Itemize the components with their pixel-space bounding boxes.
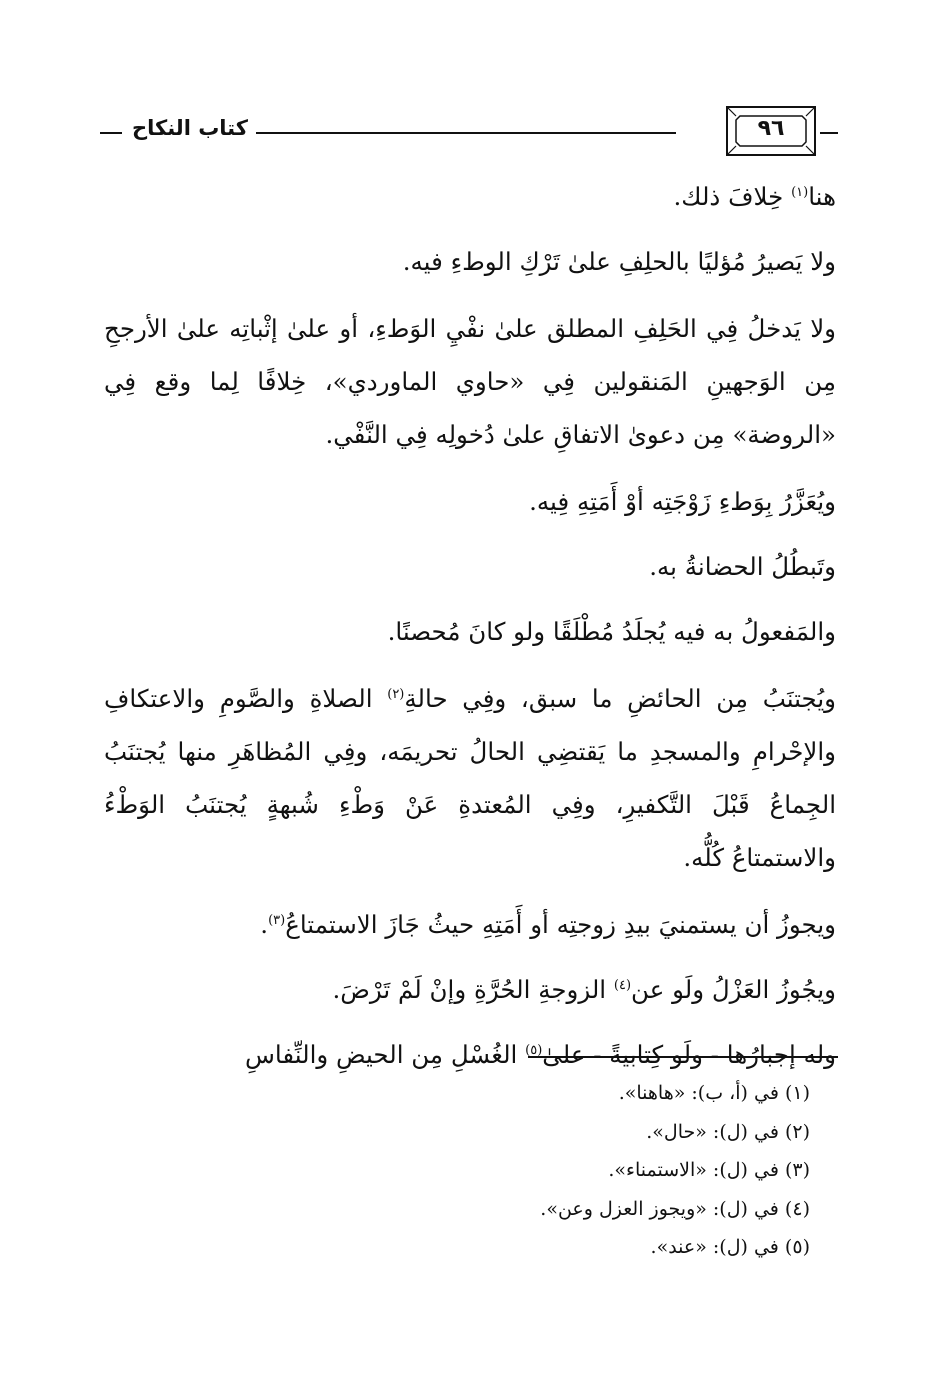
- footnote-marker: (٥): [525, 1042, 543, 1058]
- paragraph-3: ولا يَدخلُ فِي الحَلِفِ المطلق علىٰ نفْيِ الوَطءِ، أو علىٰ إثْباتِه علىٰ الأرجحِ مِن الوَجهينِ المَنقولين فِي «حاوي الماوردي»، خِلافًا لِما وقع فِي «الروضة» مِن دعوىٰ الاتفاقِ علىٰ دُخولِه فِي النَّفْي.: [104, 314, 836, 449]
- paragraph-5: وتَبطُلُ الحضانةُ به.: [649, 552, 836, 581]
- header-dash-left: [100, 132, 122, 134]
- paragraph-text: الزوجةِ الحُرَّةِ وإنْ لَمْ تَرْضَ.: [332, 975, 614, 1004]
- paragraph-7: [104, 672, 836, 884]
- header-rule: [256, 132, 676, 134]
- paragraph-text: ويُجتنَبُ مِن الحائضِ ما سبق، وفِي حالةِ: [404, 684, 836, 713]
- paragraph-text: هنا: [808, 182, 836, 211]
- paragraph-6: والمَفعولُ به فيه يُجلَدُ مُطْلَقًا ولو كانَ مُحصنًا.: [387, 617, 836, 646]
- paragraph-4: ويُعَزَّرُ بِوَطءِ زَوْجَتِه أوْ أَمَتِهِ فِيه.: [529, 487, 836, 516]
- main-text: [104, 170, 836, 1095]
- footnote-separator: [528, 1056, 838, 1058]
- footnote-5: (٥) في (ل): «عند».: [650, 1236, 810, 1258]
- paragraph-text: .: [260, 910, 269, 939]
- page-number: ٩٦: [757, 116, 785, 141]
- paragraph-text: ويجُوزُ العَزْلُ ولَو عن: [631, 975, 836, 1004]
- footnote-3: (٣) في (ل): «الاستمناء».: [608, 1159, 810, 1181]
- paragraph-text: خِلافَ ذلك.: [673, 182, 792, 211]
- footnote-marker: (٤): [613, 977, 632, 993]
- paragraph-2: ولا يَصيرُ مُؤليًا بالحلِفِ علىٰ تَرْكِ الوطءِ فيه.: [402, 247, 836, 276]
- page-header: [100, 104, 840, 158]
- paragraph-8: [104, 898, 836, 951]
- paragraph-text: الغُسْلِ مِن الحيضِ والنِّفاسِ: [244, 1040, 526, 1069]
- header-dash-right: [820, 132, 838, 134]
- paragraph-text: ويجوزُ أن يستمنيَ بيدِ زوجتِه أو أَمَتِهِ حيثُ جَازَ الاستمتاعُ: [285, 910, 836, 939]
- footnote-2: (٢) في (ل): «حال».: [646, 1120, 810, 1143]
- footnote-marker: (٣): [268, 912, 286, 928]
- footnote-1: (١) في (أ، ب): «هاهنا».: [618, 1082, 810, 1104]
- footnote-marker: (١): [791, 184, 809, 200]
- paragraph-9: [104, 963, 836, 1016]
- running-title: كتاب النكاح: [132, 116, 248, 140]
- paragraph-text: وله إجبارُها - ولَو كِتابيةً - علىٰ: [542, 1040, 836, 1069]
- page-number-frame: [726, 106, 816, 156]
- paragraph-1: [104, 170, 836, 223]
- footnote-4: (٤) في (ل): «ويجوز العزل وعن».: [540, 1197, 810, 1220]
- paragraph-text: الصلاةِ والصَّومِ والاعتكافِ والإحْرامِ والمسجدِ ما يَقتضِي الحالُ تحريمَه، وفِي المُظاهَرِ منها يُجتنَبُ الجِماعُ قَبْلَ التَّكفيرِ، وفِي المُعتدةِ عَنْ وَطْءِ شُبهةٍ يُجتنَبُ الوَطْءُ والاستمتاعُ كُلُّه.: [104, 684, 836, 872]
- footnote-marker: (٢): [387, 686, 405, 702]
- footnotes: [300, 1074, 810, 1267]
